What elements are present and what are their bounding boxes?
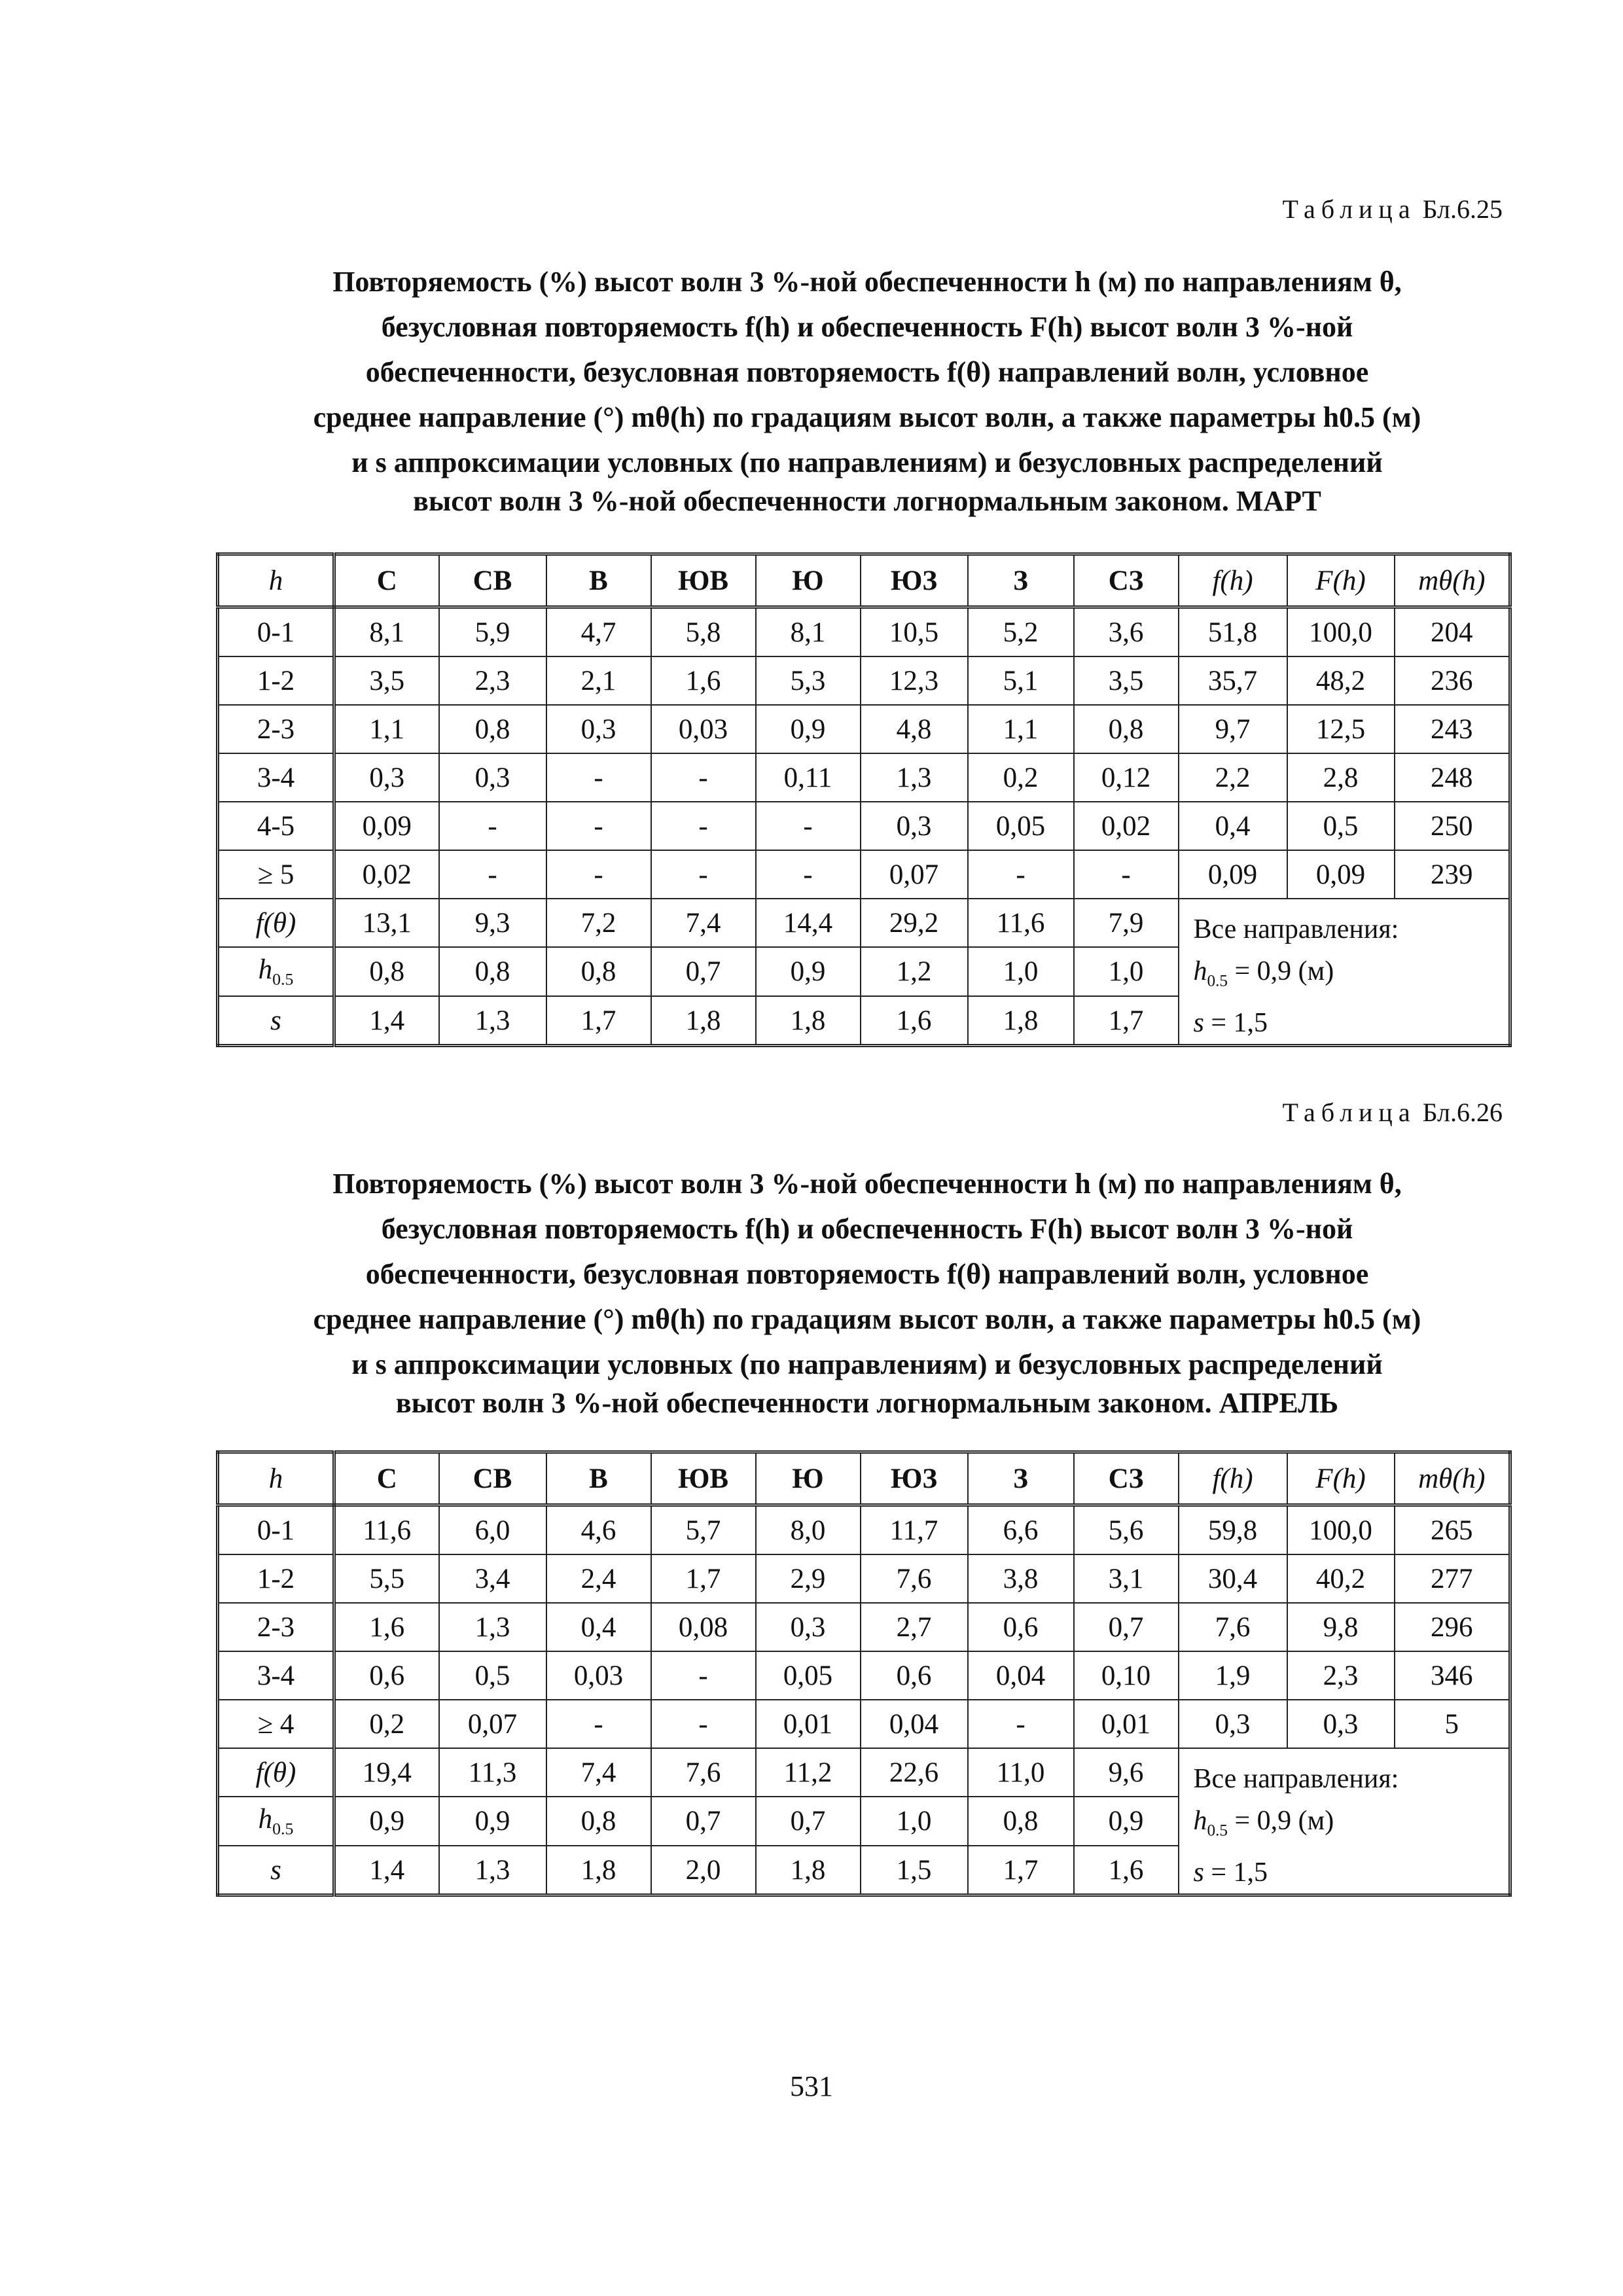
column-header: ЮЗ	[861, 1452, 968, 1505]
table-cell: 3,8	[968, 1554, 1074, 1603]
table-cell: -	[439, 802, 546, 850]
note-h-label: $h_{0.5}$	[1193, 1806, 1228, 1840]
table-cell: 239	[1395, 850, 1510, 899]
table-label-prefix: Таблица	[1282, 1098, 1416, 1127]
table-row	[218, 1554, 1510, 1603]
row-header-cell: 3-4	[218, 1651, 334, 1700]
table-cell: 5,3	[756, 656, 861, 705]
table-row	[218, 802, 1510, 850]
row-header-cell: 1-2	[218, 656, 334, 705]
table-label-id: Бл.6.26	[1422, 1098, 1503, 1127]
table-cell: -	[546, 753, 651, 802]
param-cell: 0,7	[651, 947, 756, 996]
table-row	[218, 1603, 1510, 1651]
table-row	[218, 753, 1510, 802]
param-cell: 0,8	[968, 1797, 1074, 1845]
table-cell: 0,03	[546, 1651, 651, 1700]
column-header: З	[968, 554, 1074, 607]
column-header: ЮВ	[651, 1452, 756, 1505]
note-title: Все направления:	[1193, 914, 1399, 944]
note-s-line	[1194, 1002, 1509, 1044]
table-cell: -	[968, 850, 1074, 899]
note-s-line	[1194, 1852, 1509, 1893]
caption-line: Повторяемость (%) высот волн 3 %-ной обеспеченности h (м) по направлениям θ,	[332, 1168, 1402, 1200]
param-cell: 1,7	[1074, 996, 1179, 1046]
column-header: С	[334, 554, 439, 607]
param-cell: 1,7	[546, 996, 651, 1046]
table-row	[218, 850, 1510, 899]
table-cell: 5,2	[968, 607, 1074, 657]
param-label-cell: s	[218, 996, 334, 1046]
table-cell: 243	[1395, 705, 1510, 753]
table-cell: 0,6	[968, 1603, 1074, 1651]
all-directions-note	[1179, 899, 1510, 1046]
table-cell: 5	[1395, 1700, 1510, 1748]
table-cell: 1,9	[1179, 1651, 1287, 1700]
param-cell: 29,2	[861, 899, 968, 947]
table-cell: 100,0	[1287, 607, 1395, 657]
note-s-label: s	[1193, 1857, 1204, 1888]
column-header: СВ	[439, 1452, 546, 1505]
table-cell: 6,0	[439, 1505, 546, 1555]
param-label-cell: f(θ)	[218, 1748, 334, 1797]
table-cell: 0,08	[651, 1603, 756, 1651]
wave-height-table-april	[216, 1450, 1512, 1897]
column-header: h	[218, 1452, 334, 1505]
table-cell: -	[651, 850, 756, 899]
table-cell: 3,6	[1074, 607, 1179, 657]
param-row	[218, 899, 1510, 947]
table-cell: 5,1	[968, 656, 1074, 705]
param-cell: 2,0	[651, 1846, 756, 1895]
note-h-line	[1194, 1800, 1509, 1852]
column-header: Ю	[756, 1452, 861, 1505]
param-cell: 14,4	[756, 899, 861, 947]
table-label	[1283, 1097, 1503, 1128]
table-body	[218, 1505, 1510, 1749]
param-cell: 7,9	[1074, 899, 1179, 947]
table-cell: 3,5	[1074, 656, 1179, 705]
table-cell: 204	[1395, 607, 1510, 657]
table-cell: 35,7	[1179, 656, 1287, 705]
table-cell: 2,7	[861, 1603, 968, 1651]
table-cell: 0,09	[334, 802, 439, 850]
table-cell: 51,8	[1179, 607, 1287, 657]
row-header-cell: 2-3	[218, 1603, 334, 1651]
table-cell: 0,3	[861, 802, 968, 850]
param-cell: 1,3	[439, 996, 546, 1046]
param-cell: 0,9	[334, 1797, 439, 1845]
note-h-value: = 0,9 (м)	[1234, 956, 1334, 986]
table-cell: 5,7	[651, 1505, 756, 1555]
param-cell: 0,9	[439, 1797, 546, 1845]
table-cell: 0,3	[1287, 1700, 1395, 1748]
param-cell: 11,3	[439, 1748, 546, 1797]
table-cell: 2,3	[439, 656, 546, 705]
table-cell: 8,1	[334, 607, 439, 657]
param-cell: 0,7	[651, 1797, 756, 1845]
table-cell: 10,5	[861, 607, 968, 657]
table-row	[218, 705, 1510, 753]
table-cell: 0,3	[334, 753, 439, 802]
table-cell: 0,3	[1179, 1700, 1287, 1748]
param-cell: 13,1	[334, 899, 439, 947]
table-header-row	[218, 554, 1510, 607]
row-header-cell: ≥ 5	[218, 850, 334, 899]
table-cell: 0,4	[1179, 802, 1287, 850]
table-label-prefix: Таблица	[1282, 194, 1416, 224]
page-number: 531	[790, 2070, 833, 2102]
table-cell: 48,2	[1287, 656, 1395, 705]
param-label-cell: $h_{0.5}$	[218, 947, 334, 996]
row-header-cell: 4-5	[218, 802, 334, 850]
table-cell: 0,01	[756, 1700, 861, 1748]
column-header: С	[334, 1452, 439, 1505]
table-cell: 0,07	[439, 1700, 546, 1748]
param-cell: 1,8	[756, 996, 861, 1046]
param-cell: 1,0	[861, 1797, 968, 1845]
table-cell: 0,04	[861, 1700, 968, 1748]
param-cell: 0,8	[334, 947, 439, 996]
table-cell: 2,9	[756, 1554, 861, 1603]
note-title: Все направления:	[1193, 1764, 1399, 1794]
table-cell: 3,5	[334, 656, 439, 705]
table-cell: 250	[1395, 802, 1510, 850]
table-header-row	[218, 1452, 1510, 1505]
table-caption	[216, 259, 1518, 524]
table-body	[218, 607, 1510, 899]
table-cell: 0,3	[756, 1603, 861, 1651]
caption-line: высот волн 3 %-ной обеспеченности логнормальным законом. АПРЕЛЬ	[395, 1387, 1339, 1419]
column-header: ЮЗ	[861, 554, 968, 607]
param-cell: 11,2	[756, 1748, 861, 1797]
table-cell: 2,3	[1287, 1651, 1395, 1700]
column-header: СЗ	[1074, 554, 1179, 607]
column-header: СВ	[439, 554, 546, 607]
table-cell: 1,1	[334, 705, 439, 753]
column-header: F(h)	[1287, 554, 1395, 607]
param-cell: 0,8	[546, 947, 651, 996]
table-cell: 0,6	[334, 1651, 439, 1700]
note-h-label: $h_{0.5}$	[1193, 956, 1228, 990]
param-cell: 9,3	[439, 899, 546, 947]
table-cell: 277	[1395, 1554, 1510, 1603]
table-cell: 0,01	[1074, 1700, 1179, 1748]
param-cell: 0,7	[756, 1797, 861, 1845]
table-cell: 0,09	[1287, 850, 1395, 899]
row-header-cell: 0-1	[218, 1505, 334, 1555]
caption-line: высот волн 3 %-ной обеспеченности логнормальным законом. МАРТ	[413, 485, 1321, 517]
table-cell: 2,2	[1179, 753, 1287, 802]
param-cell: 1,4	[334, 996, 439, 1046]
table-cell: 9,8	[1287, 1603, 1395, 1651]
caption-line: среднее направление (°) mθ(h) по градациям высот волн, а также параметры h0.5 (м)	[313, 401, 1421, 433]
param-cell: 7,4	[546, 1748, 651, 1797]
table-cell: 2,8	[1287, 753, 1395, 802]
table-cell: 2,4	[546, 1554, 651, 1603]
param-cell: 1,6	[861, 996, 968, 1046]
table-cell: -	[651, 1651, 756, 1700]
param-cell: 7,6	[651, 1748, 756, 1797]
table-cell: 5,9	[439, 607, 546, 657]
table-cell: 0,05	[756, 1651, 861, 1700]
param-cell: 1,8	[968, 996, 1074, 1046]
table-cell: 3,1	[1074, 1554, 1179, 1603]
table-cell: 0,10	[1074, 1651, 1179, 1700]
note-s-label: s	[1193, 1008, 1204, 1039]
param-cell: 1,6	[1074, 1846, 1179, 1895]
table-cell: 0,02	[1074, 802, 1179, 850]
table-cell: 0,3	[439, 753, 546, 802]
table-cell: 0,8	[439, 705, 546, 753]
table-cell: 0,05	[968, 802, 1074, 850]
param-cell: 1,7	[968, 1846, 1074, 1895]
caption-line: безусловная повторяемость f(h) и обеспеченность F(h) высот волн 3 %-ной	[381, 1213, 1353, 1245]
table-cell: 0,3	[546, 705, 651, 753]
table-cell: 1,6	[334, 1603, 439, 1651]
table-cell: 6,6	[968, 1505, 1074, 1555]
table-cell: 0,9	[756, 705, 861, 753]
table-cell: 236	[1395, 656, 1510, 705]
table-cell: 0,04	[968, 1651, 1074, 1700]
table-cell: 5,6	[1074, 1505, 1179, 1555]
note-s-value: = 1,5	[1211, 1008, 1268, 1039]
all-directions-note	[1179, 1748, 1510, 1895]
table-cell: -	[439, 850, 546, 899]
param-cell: 1,8	[651, 996, 756, 1046]
table-cell: -	[651, 1700, 756, 1748]
table-cell: -	[651, 802, 756, 850]
note-h-line	[1194, 950, 1509, 1002]
table-cell: 5,8	[651, 607, 756, 657]
table-cell: 4,6	[546, 1505, 651, 1555]
column-header: ЮВ	[651, 554, 756, 607]
table-cell: 0,8	[1074, 705, 1179, 753]
param-label-cell: f(θ)	[218, 899, 334, 947]
table-cell: 0,11	[756, 753, 861, 802]
table-cell: 1,7	[651, 1554, 756, 1603]
column-header: F(h)	[1287, 1452, 1395, 1505]
table-cell: -	[756, 802, 861, 850]
table-cell: 4,7	[546, 607, 651, 657]
table-cell: 0,4	[546, 1603, 651, 1651]
table-cell: -	[546, 1700, 651, 1748]
table-cell: -	[651, 753, 756, 802]
table-cell: 12,3	[861, 656, 968, 705]
table-cell: 9,7	[1179, 705, 1287, 753]
param-cell: 1,8	[546, 1846, 651, 1895]
table-cell: 2,1	[546, 656, 651, 705]
caption-line: безусловная повторяемость f(h) и обеспеченность F(h) высот волн 3 %-ной	[381, 311, 1353, 343]
table-param-body	[218, 1748, 1510, 1895]
param-cell: 11,0	[968, 1748, 1074, 1797]
table-row	[218, 1505, 1510, 1555]
table-cell: 8,0	[756, 1505, 861, 1555]
caption-line: среднее направление (°) mθ(h) по градациям высот волн, а также параметры h0.5 (м)	[313, 1303, 1421, 1335]
table-cell: 0,6	[861, 1651, 968, 1700]
param-cell: 0,9	[756, 947, 861, 996]
param-cell: 9,6	[1074, 1748, 1179, 1797]
table-cell: 296	[1395, 1603, 1510, 1651]
table-cell: 0,2	[334, 1700, 439, 1748]
column-header: h	[218, 554, 334, 607]
param-row	[218, 1748, 1510, 1797]
param-cell: 0,8	[439, 947, 546, 996]
table-row	[218, 656, 1510, 705]
column-header: В	[546, 554, 651, 607]
param-label-cell: s	[218, 1846, 334, 1895]
column-header: f(h)	[1179, 554, 1287, 607]
table-cell: 7,6	[1179, 1603, 1287, 1651]
caption-line: обеспеченности, безусловная повторяемость f(θ) направлений волн, условное	[365, 356, 1369, 388]
table-cell: 1,3	[439, 1603, 546, 1651]
param-cell: 1,0	[1074, 947, 1179, 996]
param-cell: 0,8	[546, 1797, 651, 1845]
table-row	[218, 607, 1510, 657]
param-cell: 1,5	[861, 1846, 968, 1895]
table-row	[218, 1651, 1510, 1700]
table-cell: -	[546, 802, 651, 850]
table-cell: 265	[1395, 1505, 1510, 1555]
row-header-cell: 2-3	[218, 705, 334, 753]
column-header: f(h)	[1179, 1452, 1287, 1505]
table-cell: 0,07	[861, 850, 968, 899]
table-caption	[216, 1161, 1518, 1426]
param-cell: 1,3	[439, 1846, 546, 1895]
table-cell: 30,4	[1179, 1554, 1287, 1603]
table-cell: 11,6	[334, 1505, 439, 1555]
row-header-cell: 0-1	[218, 607, 334, 657]
table-cell: -	[546, 850, 651, 899]
table-cell: 1,6	[651, 656, 756, 705]
column-header: В	[546, 1452, 651, 1505]
table-cell: -	[756, 850, 861, 899]
wave-height-table-march	[216, 552, 1512, 1047]
param-cell: 7,2	[546, 899, 651, 947]
column-header: mθ(h)	[1395, 1452, 1510, 1505]
table-cell: 11,7	[861, 1505, 968, 1555]
param-cell: 19,4	[334, 1748, 439, 1797]
param-cell: 0,9	[1074, 1797, 1179, 1845]
table-row	[218, 1700, 1510, 1748]
row-header-cell: 3-4	[218, 753, 334, 802]
caption-line: Повторяемость (%) высот волн 3 %-ной обеспеченности h (м) по направлениям θ,	[332, 266, 1402, 298]
table-cell: 0,5	[1287, 802, 1395, 850]
table-label-id: Бл.6.25	[1422, 194, 1503, 224]
table-param-body	[218, 899, 1510, 1046]
note-h-value: = 0,9 (м)	[1234, 1806, 1334, 1836]
table-cell: 0,7	[1074, 1603, 1179, 1651]
param-cell: 1,0	[968, 947, 1074, 996]
column-header: Ю	[756, 554, 861, 607]
table-cell: 59,8	[1179, 1505, 1287, 1555]
param-cell: 7,4	[651, 899, 756, 947]
param-cell: 1,2	[861, 947, 968, 996]
table-cell: 5,5	[334, 1554, 439, 1603]
param-cell: 1,8	[756, 1846, 861, 1895]
table-cell: 0,5	[439, 1651, 546, 1700]
table-cell: 248	[1395, 753, 1510, 802]
column-header: СЗ	[1074, 1452, 1179, 1505]
note-s-value: = 1,5	[1211, 1857, 1268, 1888]
caption-line: и s аппроксимации условных (по направлениям) и безусловных распределений	[351, 446, 1383, 478]
column-header: З	[968, 1452, 1074, 1505]
table-cell: -	[968, 1700, 1074, 1748]
param-cell: 11,6	[968, 899, 1074, 947]
table-label	[1283, 194, 1503, 224]
table-cell: 12,5	[1287, 705, 1395, 753]
table-cell: 0,03	[651, 705, 756, 753]
param-cell: 1,4	[334, 1846, 439, 1895]
row-header-cell: ≥ 4	[218, 1700, 334, 1748]
table-cell: -	[1074, 850, 1179, 899]
table-cell: 0,12	[1074, 753, 1179, 802]
table-cell: 1,3	[861, 753, 968, 802]
row-header-cell: 1-2	[218, 1554, 334, 1603]
table-cell: 100,0	[1287, 1505, 1395, 1555]
caption-line: обеспеченности, безусловная повторяемость f(θ) направлений волн, условное	[365, 1258, 1369, 1290]
table-cell: 1,1	[968, 705, 1074, 753]
table-cell: 3,4	[439, 1554, 546, 1603]
column-header: mθ(h)	[1395, 554, 1510, 607]
caption-line: и s аппроксимации условных (по направлениям) и безусловных распределений	[351, 1348, 1383, 1380]
table-cell: 7,6	[861, 1554, 968, 1603]
param-cell: 22,6	[861, 1748, 968, 1797]
table-cell: 0,2	[968, 753, 1074, 802]
table-cell: 4,8	[861, 705, 968, 753]
table-cell: 8,1	[756, 607, 861, 657]
table-cell: 346	[1395, 1651, 1510, 1700]
table-cell: 40,2	[1287, 1554, 1395, 1603]
param-label-cell: $h_{0.5}$	[218, 1797, 334, 1845]
table-cell: 0,09	[1179, 850, 1287, 899]
table-cell: 0,02	[334, 850, 439, 899]
